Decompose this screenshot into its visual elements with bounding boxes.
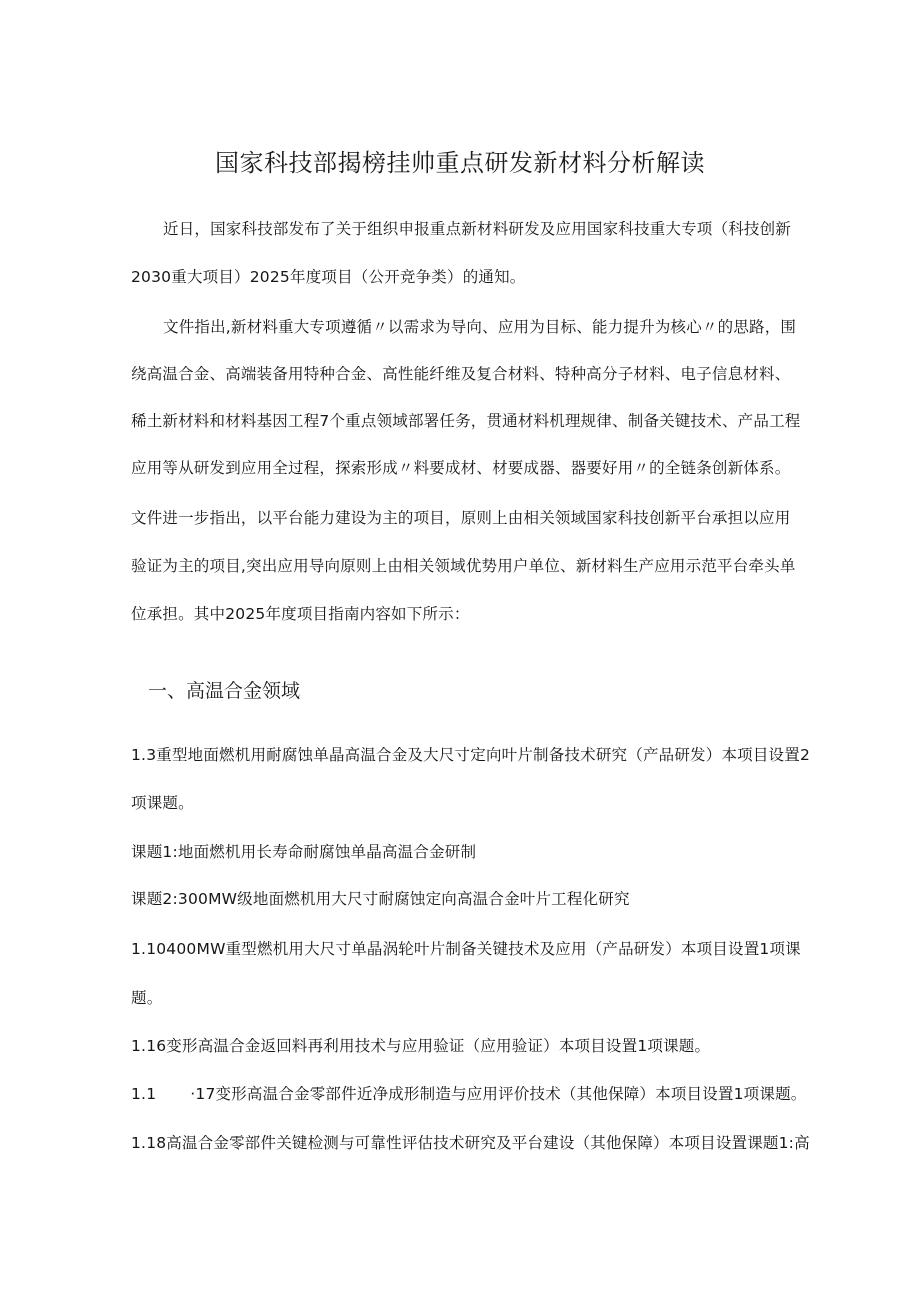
item-1-3-line-2: 项课题。 bbox=[131, 794, 194, 812]
body-line-4: 应用等从研发到应用全过程，探索形成〃料要成材、材要成器、器要好用〃的全链条创新体系。 bbox=[131, 459, 791, 477]
item-1-17-text: ·17变形高温合金零部件近净成形制造与应用评价技术（其他保障）本项目设置1项课题。 bbox=[190, 1085, 807, 1103]
item-1-3-line-1: 1.3重型地面燃机用耐腐蚀单晶高温合金及大尺寸定向叶片制备技术研究（产品研发）本项目设置2 bbox=[131, 746, 811, 764]
body-line-6: 验证为主的项目,突出应用导向原则上由相关领域优势用户单位、新材料生产应用示范平台牵头单 bbox=[131, 557, 796, 575]
intro-line-2: 2030重大项目）2025年度项目（公开竞争类）的通知。 bbox=[131, 268, 526, 286]
item-1-17-number: 1.1 bbox=[131, 1085, 157, 1103]
topic-1: 课题1:地面燃机用长寿命耐腐蚀单晶高温合金研制 bbox=[131, 843, 477, 861]
body-line-7: 位承担。其中2025年度项目指南内容如下所示： bbox=[131, 605, 470, 623]
topic-2: 课题2:300MW级地面燃机用大尺寸耐腐蚀定向高温合金叶片工程化研究 bbox=[131, 890, 630, 908]
intro-line-1: 近日，国家科技部发布了关于组织申报重点新材料研发及应用国家科技重大专项（科技创新 bbox=[163, 220, 792, 238]
body-line-1: 文件指出,新材料重大专项遵循〃以需求为导向、应用为目标、能力提升为核心〃的思路，围 bbox=[163, 318, 797, 336]
item-1-10-line-1: 1.10400MW重型燃机用大尺寸单晶涡轮叶片制备关键技术及应用（产品研发）本项目设置1项课 bbox=[131, 940, 801, 958]
section-heading: 一、高温合金领域 bbox=[148, 680, 301, 702]
body-line-3: 稀土新材料和材料基因工程7个重点领域部署任务，贯通材料机理规律、制备关键技术、产品工程 bbox=[131, 412, 801, 430]
item-1-16: 1.16变形高温合金返回料再利用技术与应用验证（应用验证）本项目设置1项课题。 bbox=[131, 1037, 711, 1055]
document-title: 国家科技部揭榜挂帅重点研发新材料分析解读 bbox=[215, 149, 705, 177]
item-1-10-line-2: 题。 bbox=[131, 989, 163, 1007]
item-1-18: 1.18高温合金零部件关键检测与可靠性评估技术研究及平台建设（其他保障）本项目设置课题1:高 bbox=[131, 1134, 810, 1152]
item-1-17 bbox=[131, 1084, 806, 1104]
body-line-2: 绕高温合金、高端装备用特种合金、高性能纤维及复合材料、特种高分子材料、电子信息材料、 bbox=[131, 365, 791, 383]
body-line-5: 文件进一步指出，以平台能力建设为主的项目，原则上由相关领域国家科技创新平台承担以应用 bbox=[131, 509, 791, 527]
